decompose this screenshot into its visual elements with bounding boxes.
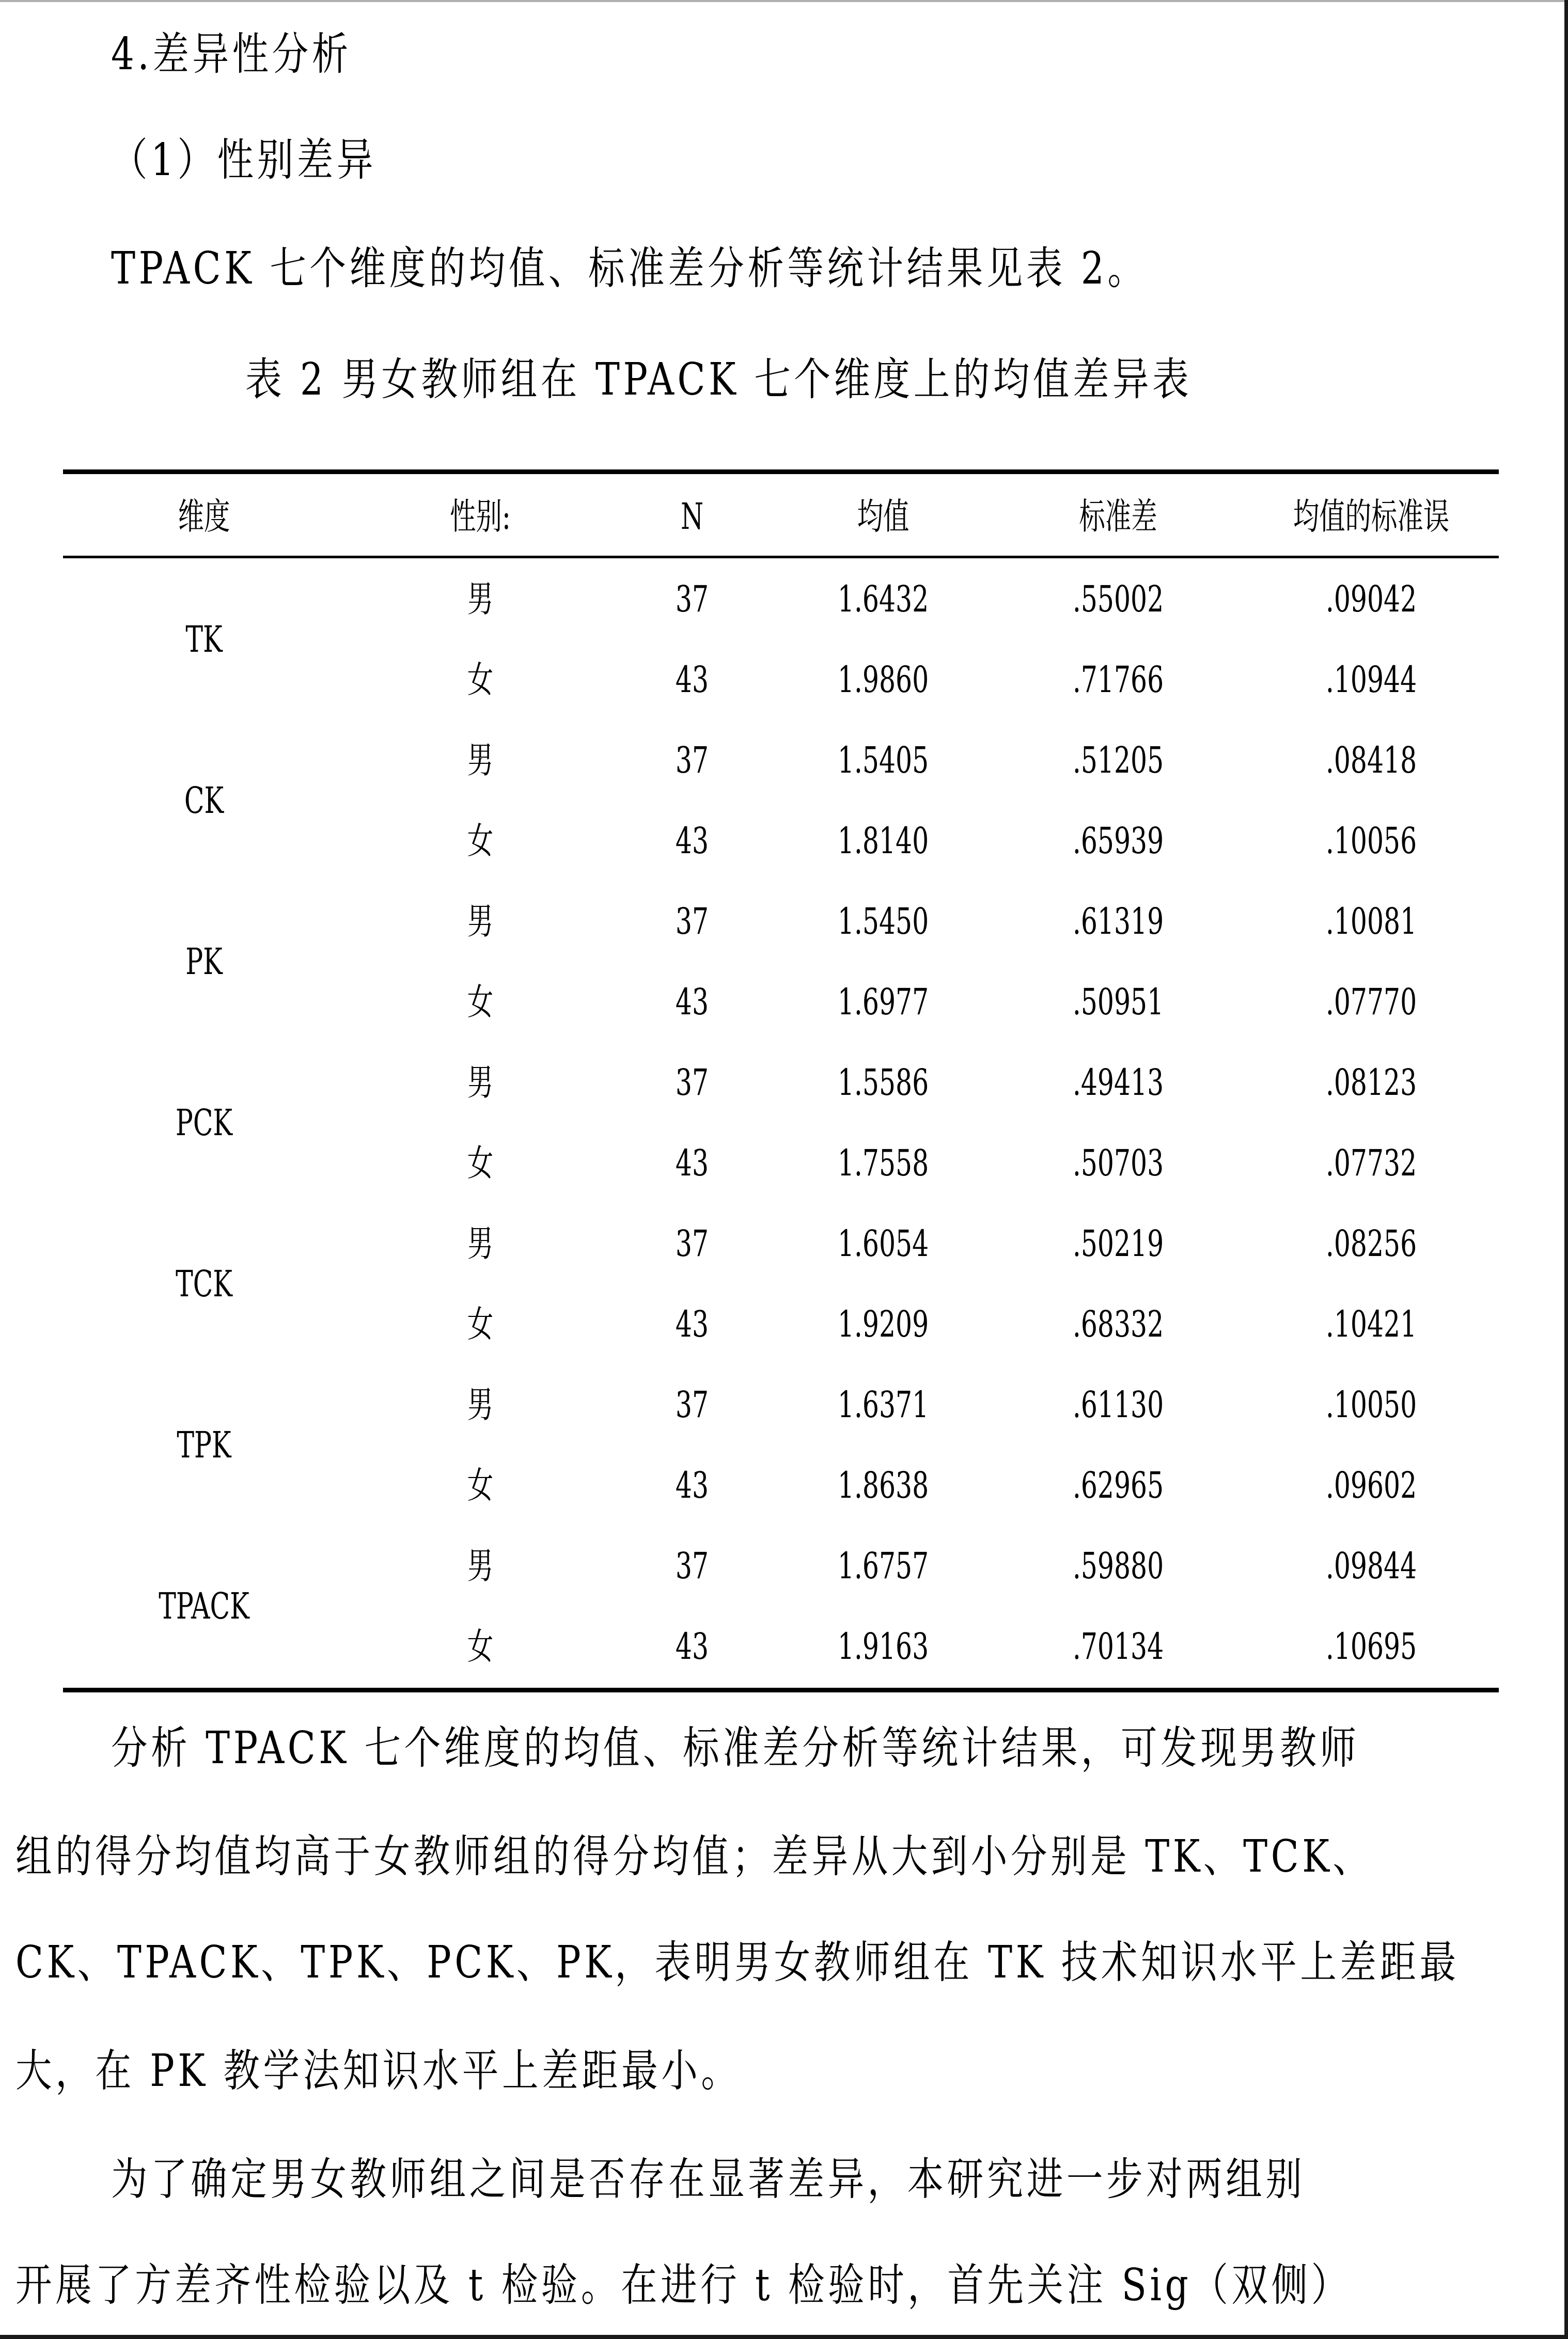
header-n: N bbox=[680, 495, 704, 538]
table-cell-sd: .65939 bbox=[1072, 820, 1164, 862]
header-dimension: 维度 bbox=[178, 495, 230, 538]
table-cell-n: 43 bbox=[675, 981, 709, 1023]
table-cell-se: .08123 bbox=[1325, 1061, 1417, 1104]
table-cell-se: .08256 bbox=[1325, 1222, 1417, 1265]
table-cell-gender: 女 bbox=[467, 1142, 494, 1184]
table-cell-mean: 1.9209 bbox=[837, 1303, 929, 1345]
table-cell-se: .09602 bbox=[1325, 1464, 1417, 1506]
table-cell-sd: .71766 bbox=[1072, 658, 1164, 701]
table-cell-sd: .50951 bbox=[1072, 981, 1164, 1023]
table-cell-n: 37 bbox=[675, 900, 709, 943]
table-cell-se: .10056 bbox=[1325, 820, 1417, 862]
table-cell-n: 43 bbox=[675, 820, 709, 862]
page-bottom-border bbox=[0, 2335, 1568, 2339]
table-cell-sd: .49413 bbox=[1072, 1061, 1164, 1104]
table-cell-mean: 1.7558 bbox=[837, 1142, 929, 1184]
table-cell-sd: .62965 bbox=[1072, 1464, 1164, 1506]
table-cell-mean: 1.8140 bbox=[837, 820, 929, 862]
table-cell-se: .10695 bbox=[1325, 1625, 1417, 1668]
table-cell-sd: .50219 bbox=[1072, 1222, 1164, 1265]
table-cell-se: .07732 bbox=[1325, 1142, 1417, 1184]
table-cell-n: 37 bbox=[675, 739, 709, 781]
table-cell-sd: .59880 bbox=[1072, 1545, 1164, 1587]
table-cell-mean: 1.8638 bbox=[837, 1464, 929, 1506]
table-cell-gender: 男 bbox=[467, 1545, 494, 1587]
dimension-label: TCK bbox=[176, 1263, 232, 1305]
table-cell-gender: 女 bbox=[467, 658, 494, 701]
paragraph-1-line-4: 大，在 PK 教学法知识水平上差距最小。 bbox=[15, 2045, 741, 2097]
table-cell-gender: 女 bbox=[467, 1303, 494, 1345]
table-cell-mean: 1.6054 bbox=[837, 1222, 929, 1265]
table-cell-gender: 男 bbox=[467, 900, 494, 943]
dimension-label: TK bbox=[185, 618, 223, 661]
table-cell-gender: 男 bbox=[467, 1222, 494, 1265]
table-cell-gender: 女 bbox=[467, 820, 494, 862]
paragraph-2-line-1: 为了确定男女教师组之间是否存在显著差异，本研究进一步对两组别 bbox=[111, 2154, 1306, 2205]
dimension-label: CK bbox=[184, 779, 224, 822]
table-cell-se: .07770 bbox=[1325, 981, 1417, 1023]
table-header-rule bbox=[63, 556, 1499, 558]
table-cell-gender: 男 bbox=[467, 1384, 494, 1426]
section-heading: 4.差异性分析 bbox=[111, 28, 352, 80]
table-cell-n: 43 bbox=[675, 1303, 709, 1345]
paragraph-1-line-3: CK、TPACK、TPK、PCK、PK，表明男女教师组在 TK 技术知识水平上差距最 bbox=[15, 1937, 1460, 1988]
table-cell-gender: 女 bbox=[467, 1464, 494, 1506]
dimension-label: TPACK bbox=[159, 1585, 249, 1627]
table-cell-gender: 男 bbox=[467, 578, 494, 620]
table-cell-gender: 女 bbox=[467, 1625, 494, 1668]
table-bottom-rule bbox=[63, 1688, 1499, 1692]
table-cell-mean: 1.9163 bbox=[837, 1625, 929, 1668]
table-cell-mean: 1.6371 bbox=[837, 1384, 929, 1426]
dimension-label: PK bbox=[185, 940, 223, 983]
table-cell-n: 37 bbox=[675, 578, 709, 620]
table-cell-mean: 1.5450 bbox=[837, 900, 929, 943]
header-gender: 性别: bbox=[450, 495, 511, 538]
table-cell-n: 43 bbox=[675, 1625, 709, 1668]
table-cell-se: .10050 bbox=[1325, 1384, 1417, 1426]
table-caption: 表 2 男女教师组在 TPACK 七个维度上的均值差异表 bbox=[245, 354, 1193, 405]
table-cell-mean: 1.6977 bbox=[837, 981, 929, 1023]
table-cell-n: 43 bbox=[675, 1464, 709, 1506]
table-cell-sd: .55002 bbox=[1072, 578, 1164, 620]
paragraph-2-line-2: 开展了方差齐性检验以及 t 检验。在进行 t 检验时，首先关注 Sig（双侧） bbox=[15, 2259, 1351, 2311]
table-cell-sd: .50703 bbox=[1072, 1142, 1164, 1184]
table-cell-se: .10421 bbox=[1325, 1303, 1417, 1345]
table-cell-mean: 1.5586 bbox=[837, 1061, 929, 1104]
table-cell-n: 43 bbox=[675, 1142, 709, 1184]
dimension-label: TPK bbox=[177, 1424, 231, 1466]
table-cell-mean: 1.5405 bbox=[837, 739, 929, 781]
subsection-heading: （1）性别差异 bbox=[111, 134, 377, 186]
table-cell-se: .10944 bbox=[1325, 658, 1417, 701]
table-cell-n: 37 bbox=[675, 1384, 709, 1426]
paragraph-1-line-2: 组的得分均值均高于女教师组的得分均值；差异从大到小分别是 TK、TCK、 bbox=[15, 1831, 1373, 1882]
table-cell-se: .08418 bbox=[1325, 739, 1417, 781]
table-cell-gender: 男 bbox=[467, 1061, 494, 1104]
header-mean: 均值 bbox=[857, 495, 910, 538]
table-cell-se: .09042 bbox=[1325, 578, 1417, 620]
table-cell-gender: 男 bbox=[467, 739, 494, 781]
table-cell-sd: .61319 bbox=[1072, 900, 1164, 943]
table-cell-gender: 女 bbox=[467, 981, 494, 1023]
table-cell-se: .09844 bbox=[1325, 1545, 1417, 1587]
table-cell-mean: 1.9860 bbox=[837, 658, 929, 701]
header-se: 均值的标准误 bbox=[1293, 495, 1450, 538]
table-cell-sd: .70134 bbox=[1072, 1625, 1164, 1668]
table-cell-se: .10081 bbox=[1325, 900, 1417, 943]
table-cell-mean: 1.6757 bbox=[837, 1545, 929, 1587]
intro-text: TPACK 七个维度的均值、标准差分析等统计结果见表 2。 bbox=[111, 243, 1148, 294]
dimension-label: PCK bbox=[175, 1102, 233, 1144]
table-cell-n: 37 bbox=[675, 1061, 709, 1104]
table-cell-n: 37 bbox=[675, 1222, 709, 1265]
page-right-border bbox=[1564, 0, 1568, 2339]
table-top-rule bbox=[63, 469, 1499, 474]
header-sd: 标准差 bbox=[1079, 495, 1157, 538]
table-cell-sd: .51205 bbox=[1072, 739, 1164, 781]
page-top-border bbox=[0, 0, 1565, 2]
table-cell-n: 37 bbox=[675, 1545, 709, 1587]
table-cell-sd: .61130 bbox=[1072, 1384, 1164, 1426]
table-cell-n: 43 bbox=[675, 658, 709, 701]
table-cell-sd: .68332 bbox=[1072, 1303, 1164, 1345]
paragraph-1-line-1: 分析 TPACK 七个维度的均值、标准差分析等统计结果，可发现男教师 bbox=[111, 1722, 1360, 1774]
table-cell-mean: 1.6432 bbox=[837, 578, 929, 620]
